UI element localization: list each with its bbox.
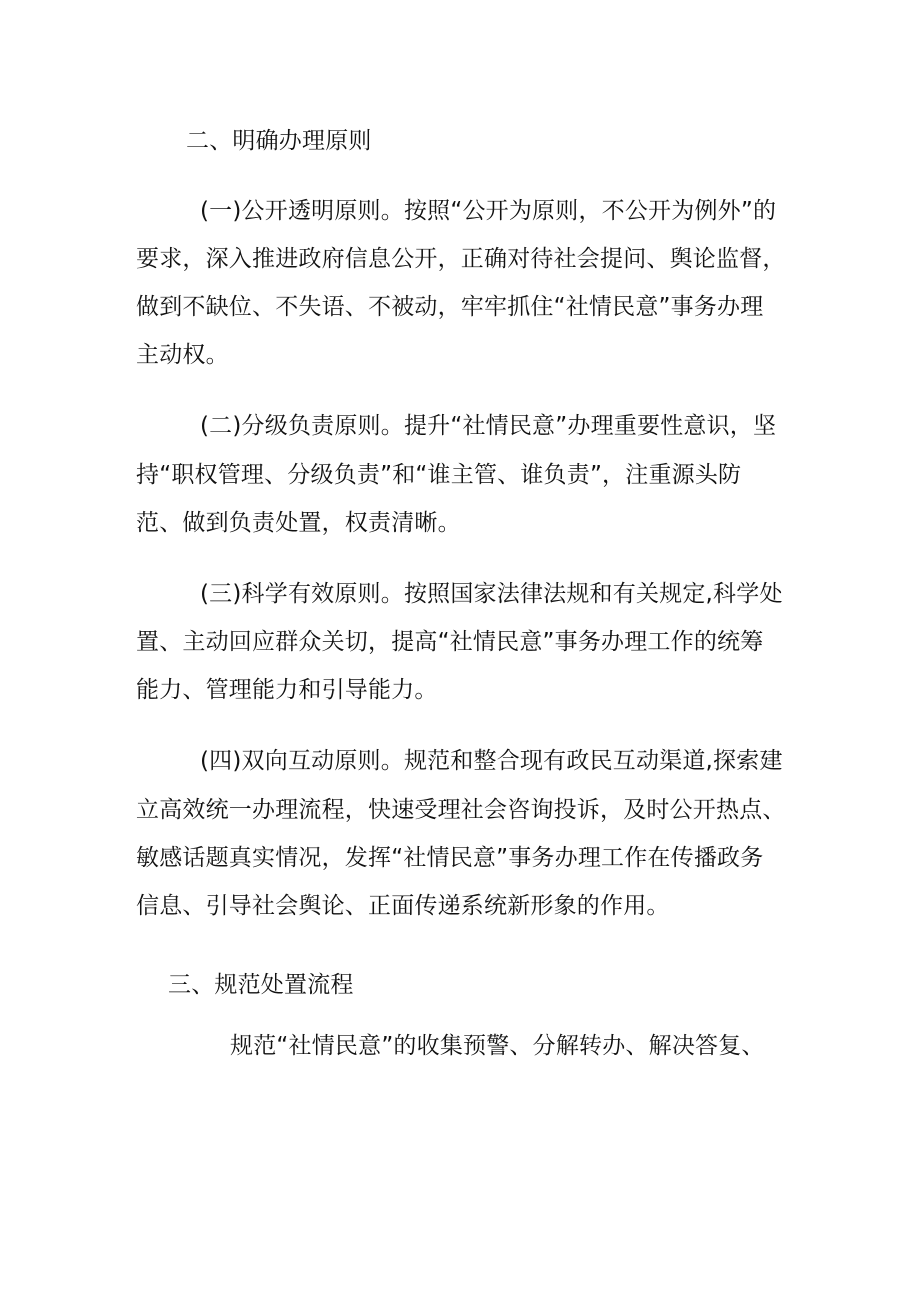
paragraph-line: (三)科学有效原则。按照国家法律法规和有关规定,科学处 [200, 581, 783, 607]
paragraph-line: 范、做到负责处置，权责清晰。 [136, 510, 461, 536]
paragraph-line: (一)公开透明原则。按照“公开为原则，不公开为例外”的 [200, 198, 777, 224]
section-heading-3: 三、规范处置流程 [168, 972, 354, 998]
paragraph-line: 立高效统一办理流程，快速受理社会咨询投诉，及时公开热点、 [136, 797, 786, 823]
paragraph-line: 做到不缺位、不失语、不被动，牢牢抓住“社情民意”事务办理 [136, 294, 764, 320]
paragraph-line: 置、主动回应群众关切，提高“社情民意”事务办理工作的统筹 [136, 629, 764, 655]
paragraph-line: 持“职权管理、分级负责”和“谁主管、谁负责”，注重源头防 [136, 462, 742, 488]
paragraph-line: 能力、管理能力和引导能力。 [136, 677, 438, 703]
paragraph-line: (二)分级负责原则。提升“社情民意”办理重要性意识，坚 [200, 413, 777, 439]
paragraph-line: (四)双向互动原则。规范和整合现有政民互动渠道,探索建 [200, 748, 783, 774]
paragraph-line: 主动权。 [136, 342, 229, 368]
section-heading-2: 二、明确办理原则 [186, 128, 372, 154]
paragraph-line: 要求，深入推进政府信息公开，正确对待社会提问、舆论监督， [136, 246, 786, 272]
paragraph-line: 信息、引导社会舆论、正面传递系统新形象的作用。 [136, 893, 670, 919]
paragraph-line: 规范“社情民意”的收集预警、分解转办、解决答复、 [230, 1033, 765, 1059]
paragraph-line: 敏感话题真实情况，发挥“社情民意”事务办理工作在传播政务 [136, 845, 764, 871]
